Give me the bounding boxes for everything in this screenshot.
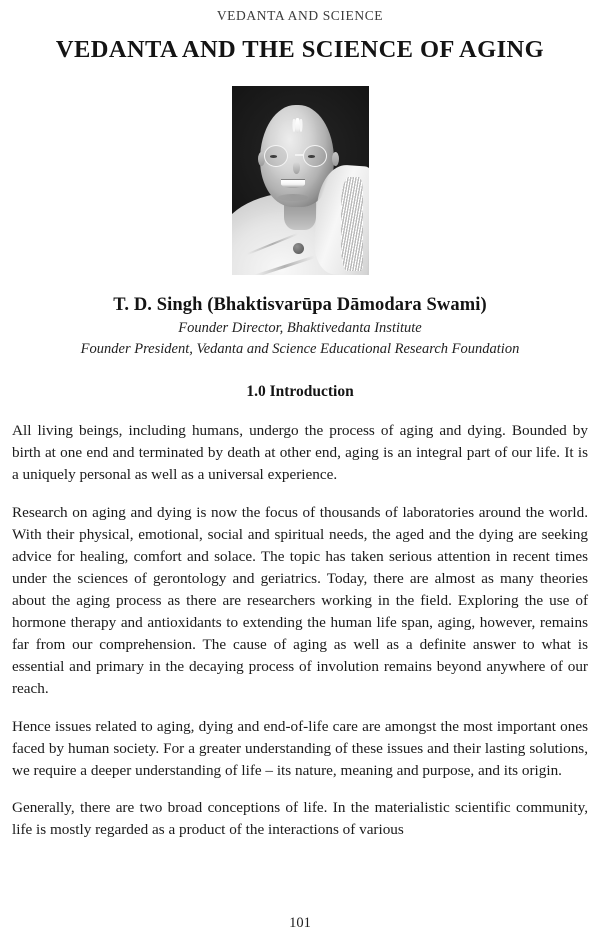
body-paragraph: Generally, there are two broad conceptions of life. In the materialistic scientific community, life is mostly regarded as a product of the interactions of various: [12, 799, 588, 839]
page-number: 101: [289, 915, 311, 931]
portrait-shawl-fringe: [341, 177, 363, 272]
chapter-title: VEDANTA AND THE SCIENCE OF AGING: [55, 36, 545, 63]
running-header: VEDANTA AND SCIENCE: [216, 8, 384, 23]
author-role-primary: Founder Director, Bhaktivedanta Institute: [178, 319, 422, 336]
author-name: T. D. Singh (Bhaktisvarūpa Dāmodara Swami): [113, 294, 487, 315]
portrait-container: [12, 86, 588, 275]
portrait-tilaka-mark: [295, 118, 300, 133]
body-paragraph: Research on aging and dying is now the focus of thousands of laboratories around the world. With their physical, emotional, social and spiritual needs, the aged and the dying are seeking advice for healing, comfort and solace. The topic has taken serious attention in recent times under the sciences of gerontology and geriatrics. Today, there are almost as many theories about the aging process as there are researchers working in the field. Exploring the use of hormone therapy and antioxidants to extending the human life span, aging, however, remains far from our comprehension. The cause of aging as well as a definite answer to what is essential and primary in the decaying process of involution remains beyond anywhere of our reach.: [12, 503, 588, 698]
portrait-eye-right: [308, 155, 315, 158]
author-role-secondary: Founder President, Vedanta and Science Educational Research Foundation: [80, 341, 520, 358]
body-paragraph: All living beings, including humans, undergo the process of aging and dying. Bounded by birth at one end and terminated by death at other end, aging is an integral part of our life. It is a uniquely personal as well as a universal experience.: [12, 422, 588, 484]
portrait-nose: [293, 162, 300, 174]
portrait-eye-left: [270, 155, 277, 158]
document-page: [0, 8, 600, 944]
section-heading-introduction: 1.0 Introduction: [246, 383, 354, 401]
portrait-chin: [278, 194, 308, 201]
portrait-ear-right: [332, 152, 339, 166]
author-portrait-photo: [232, 86, 369, 275]
body-paragraph: Hence issues related to aging, dying and end-of-life care are amongst the most important ones faced by human society. For a greater understanding of these issues and their lasting solutions, we require a deeper understanding of life – its nature, meaning and purpose, and its origin.: [12, 717, 588, 779]
portrait-eyeglass-bridge: [295, 154, 303, 156]
